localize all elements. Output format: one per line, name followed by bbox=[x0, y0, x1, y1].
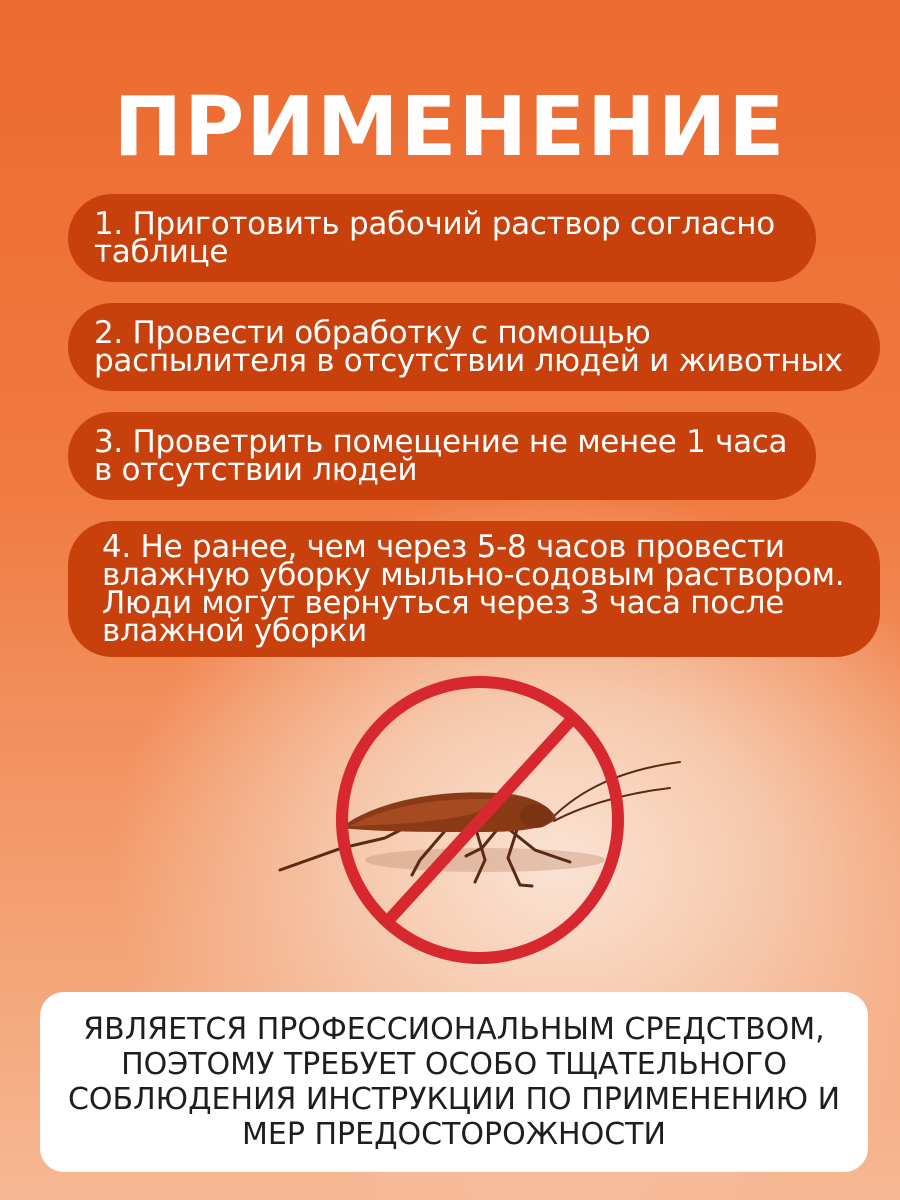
no-cockroach-icon bbox=[270, 670, 690, 970]
step-4-card bbox=[68, 521, 880, 657]
warning-notice-text: ЯВЛЯЕТСЯ ПРОФЕССИОНАЛЬНЫМ СРЕДСТВОМ, ПОЭТОМУ ТРЕБУЕТ ОСОБО ТЩАТЕЛЬНОГО СОБЛЮДЕНИЯ ИНСТРУКЦИИ ПО ПРИМЕНЕНИЮ И МЕР ПРЕДОСТОРОЖНОСТИ bbox=[67, 1012, 841, 1152]
step-4-text: 4. Не ранее, чем через 5-8 часов провести влажную уборку мыльно-содовым раствором. Люди могут вернуться через 3 часа после влажной уборки bbox=[102, 529, 845, 649]
cockroach-head bbox=[520, 804, 552, 828]
page-title: ПРИМЕНЕНИЕ bbox=[113, 80, 787, 175]
step-3-card bbox=[68, 412, 816, 500]
step-2-text: 2. Провести обработку с помощью распылителя в отсутствии людей и животных bbox=[94, 315, 843, 379]
step-3-text: 3. Проветрить помещение не менее 1 часа в отсутствии людей bbox=[94, 424, 788, 488]
step-2-card bbox=[68, 303, 880, 391]
step-1-text: 1. Приготовить рабочий раствор согласно таблице bbox=[94, 206, 775, 270]
warning-notice bbox=[40, 992, 868, 1172]
step-1-card bbox=[68, 194, 816, 282]
